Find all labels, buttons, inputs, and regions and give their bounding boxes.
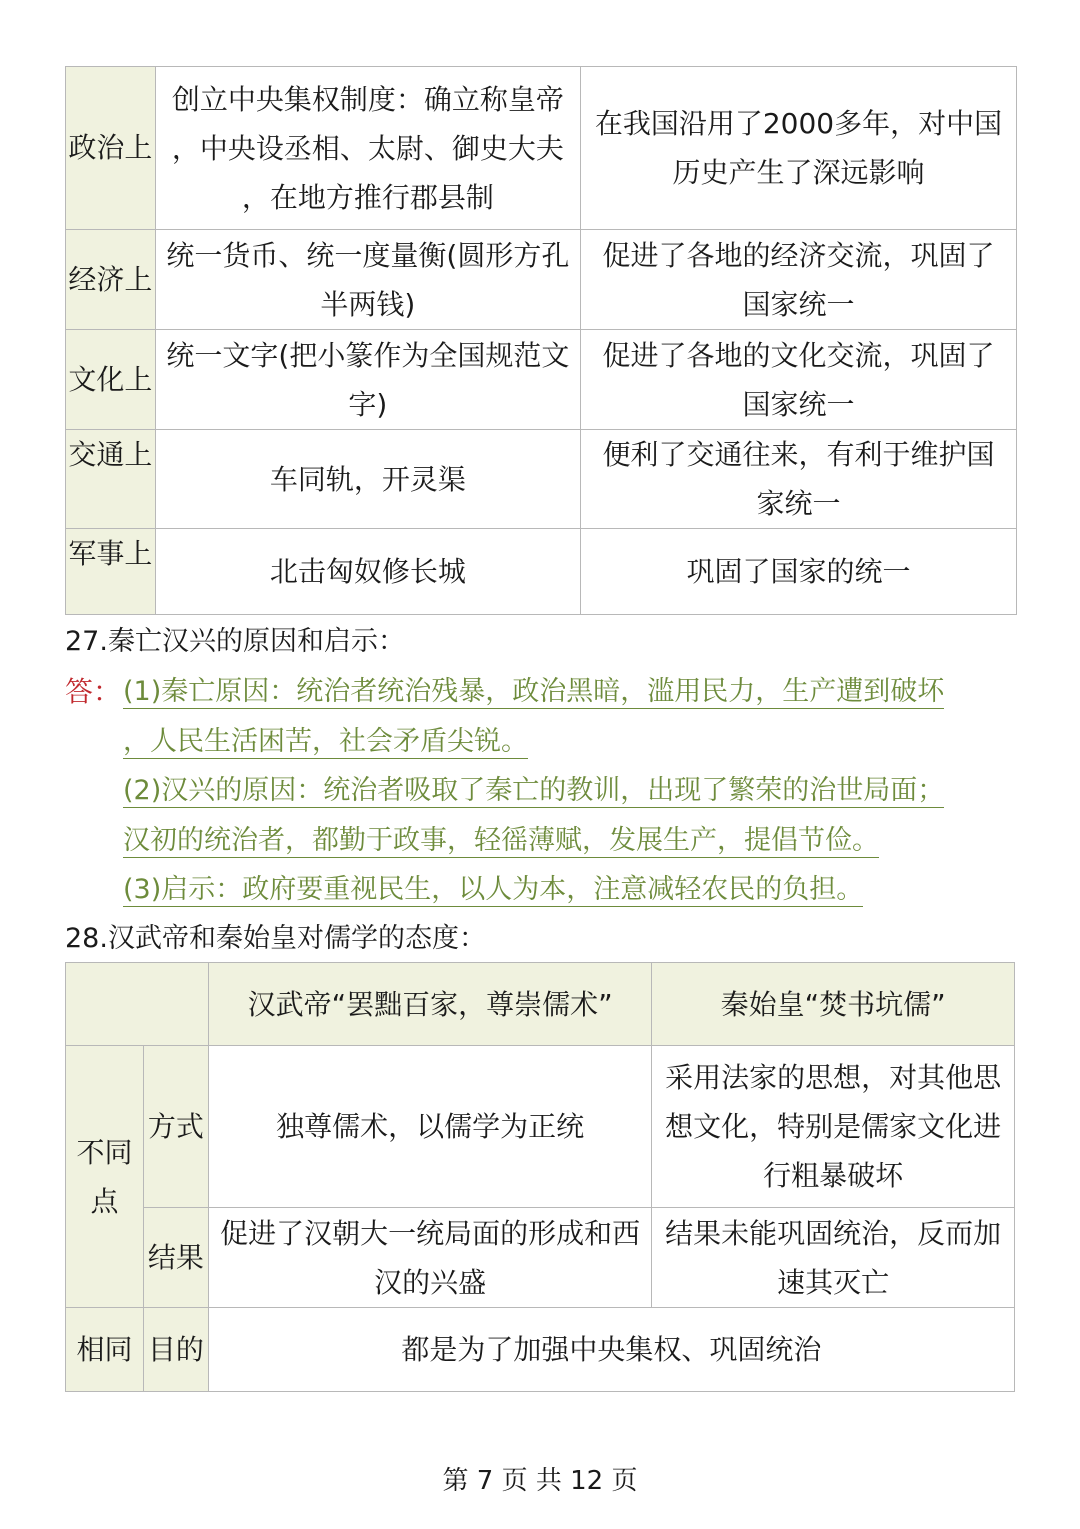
confucianism-table	[65, 962, 1015, 1392]
row-label: 交通上	[66, 430, 156, 529]
diff-label: 不同 点	[66, 1046, 144, 1308]
table-row	[66, 230, 1017, 330]
table-row	[66, 1308, 1015, 1392]
answer-line: 汉初的统治者，都勤于政事，轻徭薄赋，发展生产，提倡节俭。	[123, 825, 879, 856]
page-footer: 第 7 页 共 12 页	[442, 1466, 638, 1496]
answer-line: (2)汉兴的原因：统治者吸取了秦亡的教训，出现了繁荣的治世局面；	[123, 775, 945, 806]
way-han-cell: 独尊儒术，以儒学为正统	[208, 1046, 652, 1208]
result-qin-cell: 结果未能巩固统治，反而加 速其灭亡	[652, 1208, 1015, 1308]
effect-cell: 促进了各地的经济交流，巩固了 国家统一	[580, 230, 1016, 330]
result-label: 结果	[143, 1208, 208, 1308]
way-label: 方式	[143, 1046, 208, 1208]
effect-cell: 促进了各地的文化交流，巩固了 国家统一	[580, 330, 1016, 430]
measure-cell: 统一文字(把小篆作为全国规范文 字)	[155, 330, 580, 430]
han-header: 汉武帝“罢黜百家，尊崇儒术”	[208, 963, 652, 1046]
purpose-cell: 都是为了加强中央集权、巩固统治	[208, 1308, 1014, 1392]
effect-cell: 便利了交通往来，有利于维护国 家统一	[580, 430, 1016, 529]
same-label: 相同	[66, 1308, 144, 1392]
result-han-cell: 促进了汉朝大一统局面的形成和西 汉的兴盛	[208, 1208, 652, 1308]
question-27-title: 27.秦亡汉兴的原因和启示：	[65, 626, 405, 657]
table-row	[66, 67, 1017, 230]
answer-line: ，人民生活困苦，社会矛盾尖锐。	[123, 726, 528, 757]
purpose-label: 目的	[143, 1308, 208, 1392]
question-28-title: 28.汉武帝和秦始皇对儒学的态度：	[65, 923, 486, 954]
table-row	[66, 1208, 1015, 1308]
effect-cell: 在我国沿用了2000多年，对中国 历史产生了深远影响	[580, 67, 1016, 230]
row-label: 政治上	[66, 67, 156, 230]
row-label: 经济上	[66, 230, 156, 330]
measure-cell: 统一货币、统一度量衡(圆形方孔 半两钱)	[155, 230, 580, 330]
measure-cell: 创立中央集权制度：确立称皇帝 ，中央设丞相、太尉、御史大夫 ，在地方推行郡县制	[155, 67, 580, 230]
answer-line: (1)秦亡原因：统治者统治残暴，政治黑暗，滥用民力，生产遭到破坏	[123, 676, 945, 707]
way-qin-cell: 采用法家的思想，对其他思 想文化，特别是儒家文化进 行粗暴破坏	[652, 1046, 1015, 1208]
row-label: 文化上	[66, 330, 156, 430]
measures-table	[65, 66, 1017, 615]
effect-cell: 巩固了国家的统一	[580, 529, 1016, 615]
qin-header: 秦始皇“焚书坑儒”	[652, 963, 1015, 1046]
measure-cell: 北击匈奴修长城	[155, 529, 580, 615]
table-row	[66, 963, 1015, 1046]
table-row	[66, 529, 1017, 615]
blank-header-cell	[66, 963, 209, 1046]
table-row	[66, 330, 1017, 430]
answer-label: 答：	[65, 675, 122, 708]
table-row	[66, 1046, 1015, 1208]
measure-cell: 车同轨，开灵渠	[155, 430, 580, 529]
answer-line: (3)启示：政府要重视民生，以人为本，注意减轻农民的负担。	[123, 874, 864, 905]
row-label: 军事上	[66, 529, 156, 615]
table-row	[66, 430, 1017, 529]
